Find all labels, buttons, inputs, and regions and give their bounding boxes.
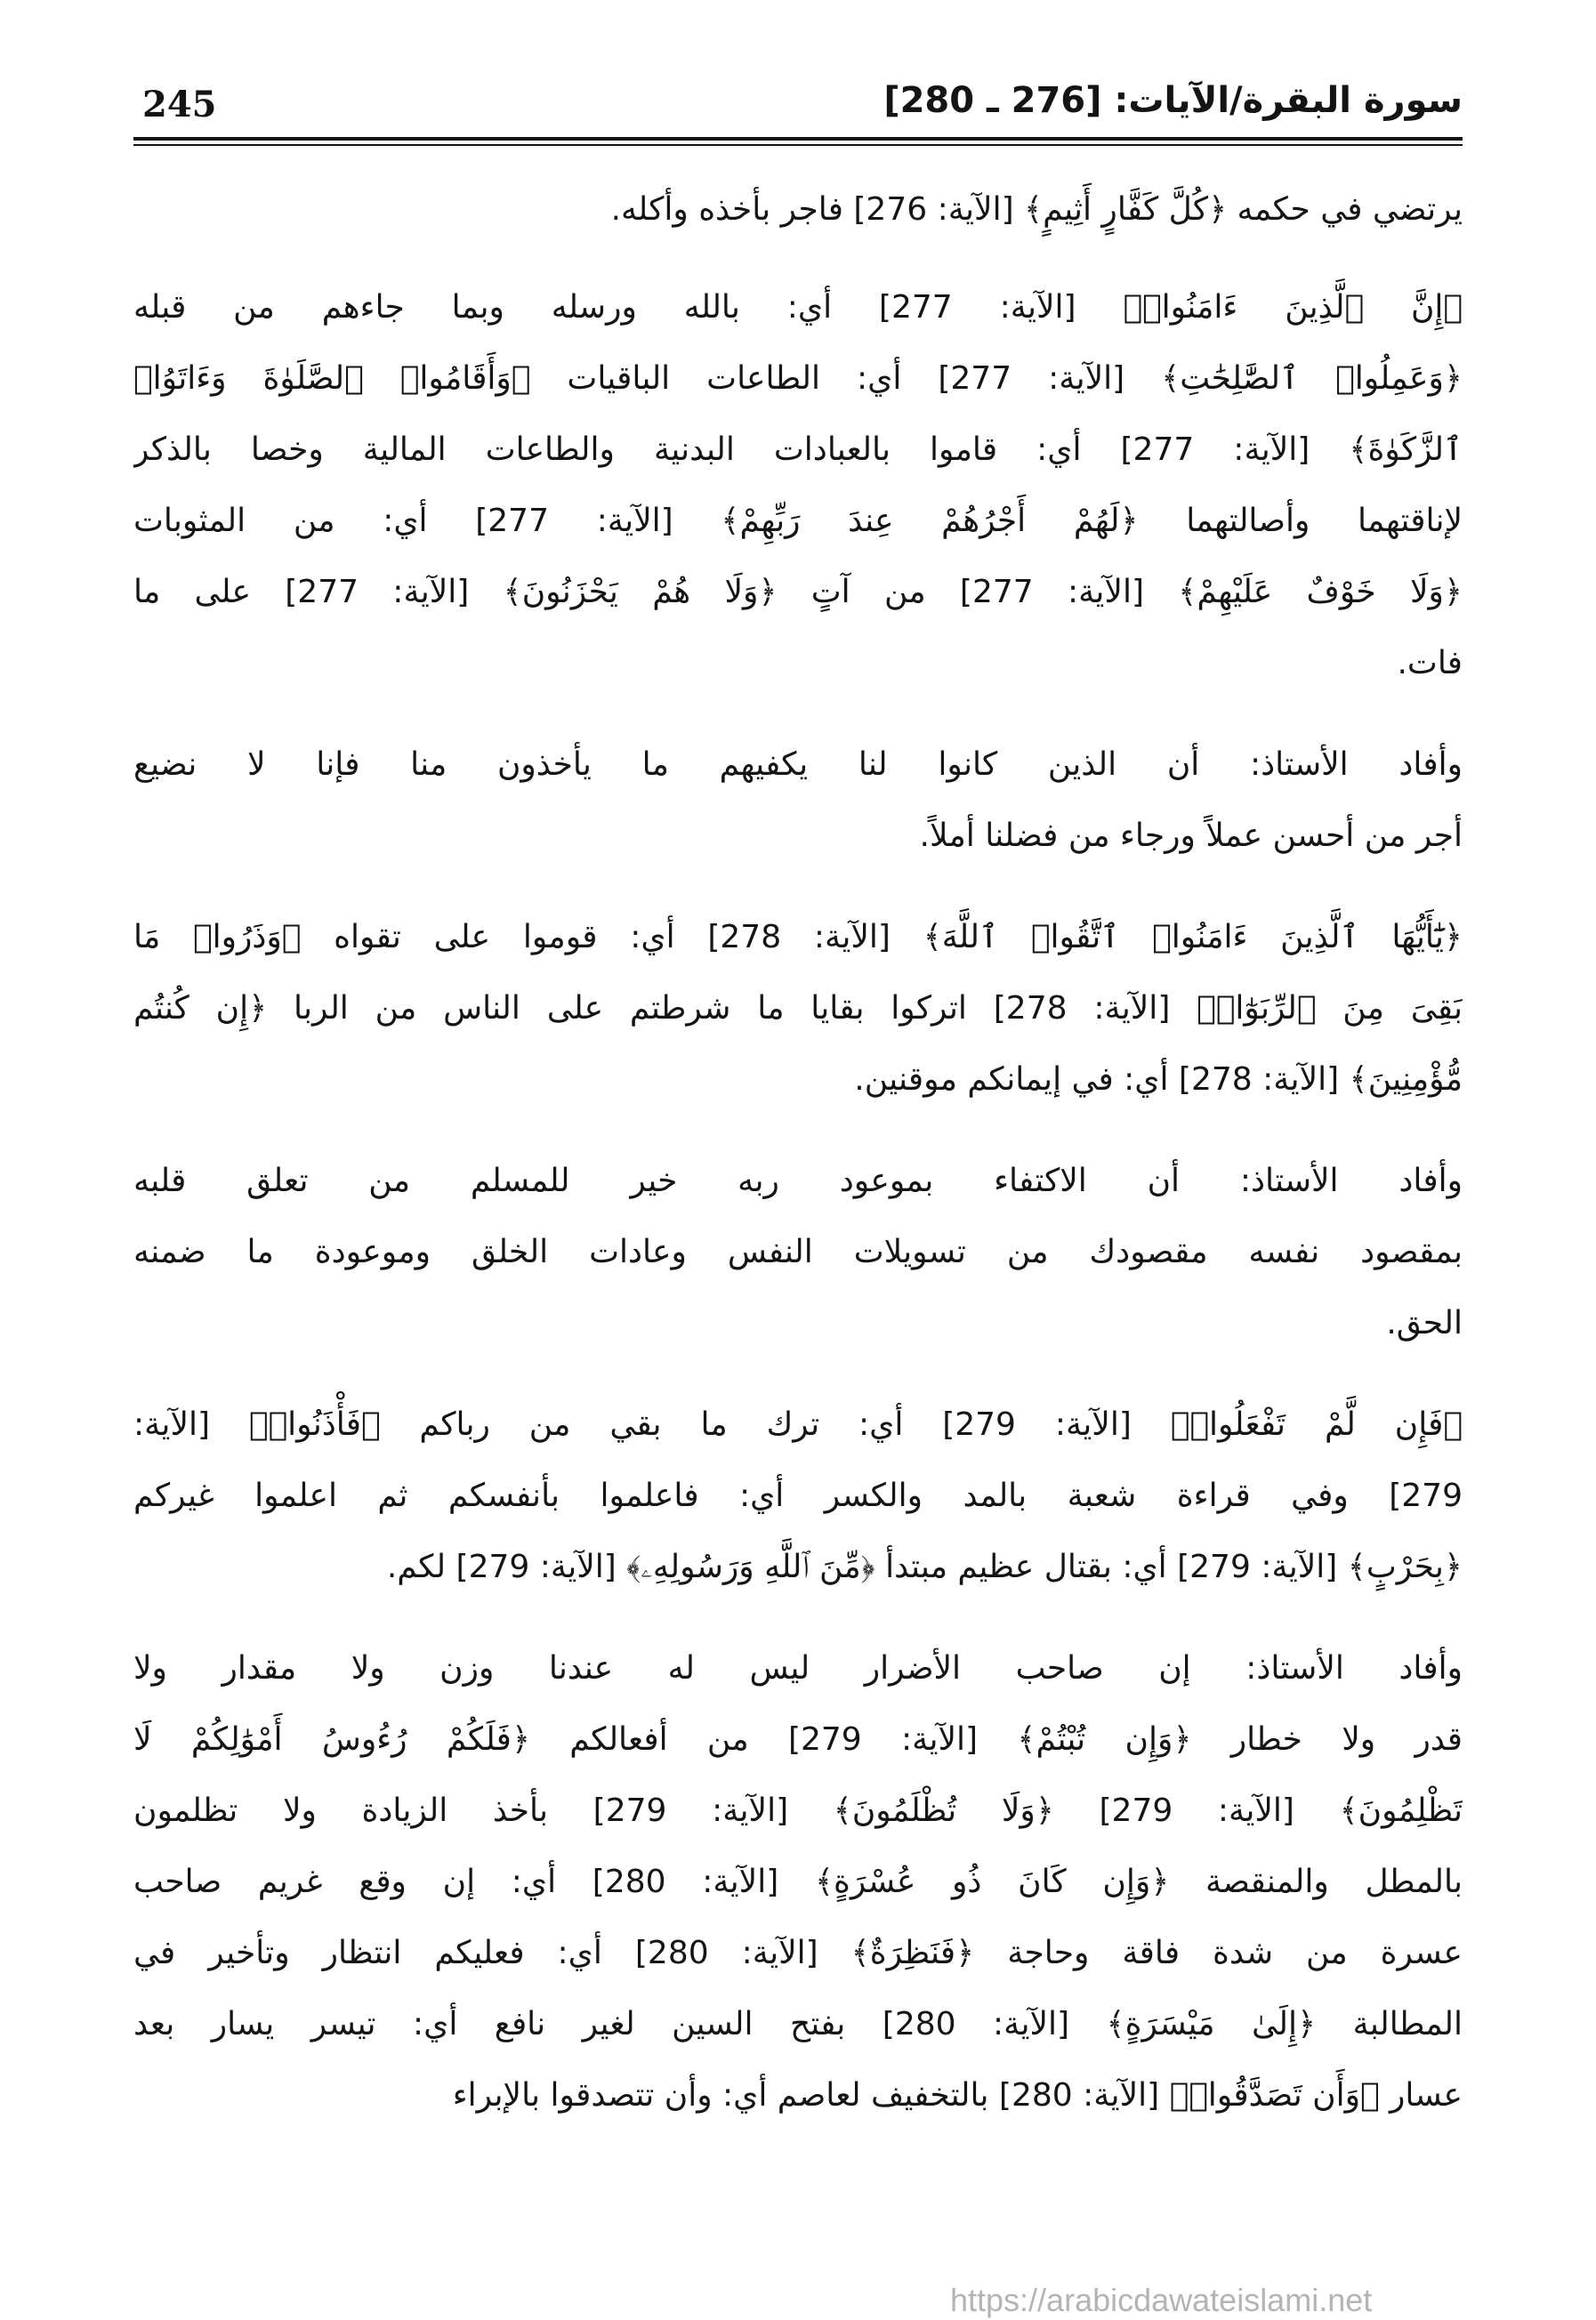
text-line: فات.	[1397, 645, 1463, 681]
paragraph	[133, 902, 1463, 1116]
header-rule	[133, 137, 1463, 141]
header-rule-thin	[133, 144, 1463, 146]
body-text	[133, 174, 1463, 2162]
text-line: عسرة من شدة فاقة وحاجة ﴿فَنَظِرَةٌ﴾ [الآية: 280] أي: فعليكم انتظار وتأخير في	[133, 1935, 1463, 1971]
text-line: بالمطل والمنقصة ﴿وَإِن كَانَ ذُو عُسْرَةٍ﴾ [الآية: 280] أي: إن وقع غريم صاحب	[133, 1864, 1463, 1900]
text-line: بمقصود نفسه مقصودك من تسويلات النفس وعادات الخلق وموعودة ما ضمنه	[133, 1234, 1463, 1270]
text-line: الحق.	[1386, 1305, 1463, 1341]
text-line: المطالبة ﴿إِلَىٰ مَيْسَرَةٍ﴾ [الآية: 280] بفتح السين لغير نافع أي: تيسر يسار بعد	[133, 2006, 1463, 2042]
text-line: 279] وفي قراءة شعبة بالمد والكسر أي: فاعلموا بأنفسكم ثم اعلموا غيركم	[133, 1478, 1463, 1514]
text-line: ﴿بِحَرْبٍ﴾ [الآية: 279] أي: بقتال عظيم مبتدأ ﴿مِّنَ ٱللَّهِ وَرَسُولِهِۦ﴾ [الآية: 279] لكم.	[386, 1549, 1463, 1585]
paragraph	[133, 174, 1463, 246]
text-line: ﴿فَإِن لَّمْ تَفْعَلُوا۟﴾ [الآية: 279] أي: ترك ما بقي من رباكم ﴿فَأْذَنُوا۟﴾ [الآية:	[133, 1406, 1463, 1443]
text-line: ﴿إِنَّ ٱلَّذِينَ ءَامَنُوا۟﴾ [الآية: 277] أي: بالله ورسله وبما جاءهم من قبله	[133, 289, 1463, 326]
paragraph	[133, 1146, 1463, 1359]
text-line: وأفاد الأستاذ: إن صاحب الأضرار ليس له عندنا وزن ولا مقدار ولا	[133, 1650, 1463, 1687]
text-line: أجر من أحسن عملاً ورجاء من فضلنا أملاً.	[919, 818, 1463, 854]
page-number: 245	[142, 84, 217, 125]
text-line: ﴿وَلَا خَوْفٌ عَلَيْهِمْ﴾ [الآية: 277] من آتٍ ﴿وَلَا هُمْ يَحْزَنُونَ﴾ [الآية: 277] على ما	[133, 574, 1463, 610]
text-line: ﴿يَٰٓأَيُّهَا ٱلَّذِينَ ءَامَنُوا۟ ٱتَّقُوا۟ ٱللَّهَ﴾ [الآية: 278] أي: قوموا على تقواه ﴿وَذَرُوا۟ مَا	[133, 919, 1463, 955]
text-line: مُّؤْمِنِينَ﴾ [الآية: 278] أي: في إيمانكم موقنين.	[854, 1061, 1463, 1098]
paragraph	[133, 272, 1463, 699]
text-line: ﴿وَعَمِلُوا۟ ٱلصَّٰلِحَٰتِ﴾ [الآية: 277] أي: الطاعات الباقيات ﴿وَأَقَامُوا۟ ٱلصَّلَوٰةَ وَءَاتَوُا۟	[133, 360, 1463, 397]
text-line: بَقِىَ مِنَ ٱلرِّبَوٰٓا۟﴾ [الآية: 278] اتركوا بقايا ما شرطتم على الناس من الربا ﴿إِن كُنتُم	[133, 990, 1463, 1027]
running-title: سورة البقرة/الآيات: [276 ـ 280]	[883, 80, 1463, 121]
text-line: يرتضي في حكمه ﴿كُلَّ كَفَّارٍ أَثِيمٍ﴾ [الآية: 276] فاجر بأخذه وأكله.	[610, 191, 1463, 228]
text-line: لإناقتهما وأصالتهما ﴿لَهُمْ أَجْرُهُمْ عِندَ رَبِّهِمْ﴾ [الآية: 277] أي: من المثوبات	[133, 503, 1463, 539]
paragraph	[133, 729, 1463, 872]
paragraph	[133, 1390, 1463, 1603]
text-line: تَظْلِمُونَ﴾ [الآية: 279] ﴿وَلَا تُظْلَمُونَ﴾ [الآية: 279] بأخذ الزيادة ولا تظلمون	[133, 1792, 1463, 1829]
page-header	[125, 80, 1463, 133]
text-line: وأفاد الأستاذ: أن الذين كانوا لنا يكفيهم ما يأخذون منا فإنا لا نضيع	[133, 746, 1463, 783]
text-line: ٱلزَّكَوٰةَ﴾ [الآية: 277] أي: قاموا بالعبادات البدنية والطاعات المالية وخصا بالذكر	[133, 431, 1463, 468]
paragraph	[133, 1633, 1463, 2131]
watermark-url: https://arabicdawateislami.net	[950, 2282, 1373, 2318]
text-line: عسار ﴿وَأَن تَصَدَّقُوا۟﴾ [الآية: 280] بالتخفيف لعاصم أي: وأن تتصدقوا بالإبراء	[452, 2077, 1463, 2114]
text-line: وأفاد الأستاذ: أن الاكتفاء بموعود ربه خير للمسلم من تعلق قلبه	[133, 1163, 1463, 1199]
text-line: قدر ولا خطار ﴿وَإِن تُبْتُمْ﴾ [الآية: 279] من أفعالكم ﴿فَلَكُمْ رُءُوسُ أَمْوَٰلِكُمْ لَا	[133, 1721, 1463, 1758]
